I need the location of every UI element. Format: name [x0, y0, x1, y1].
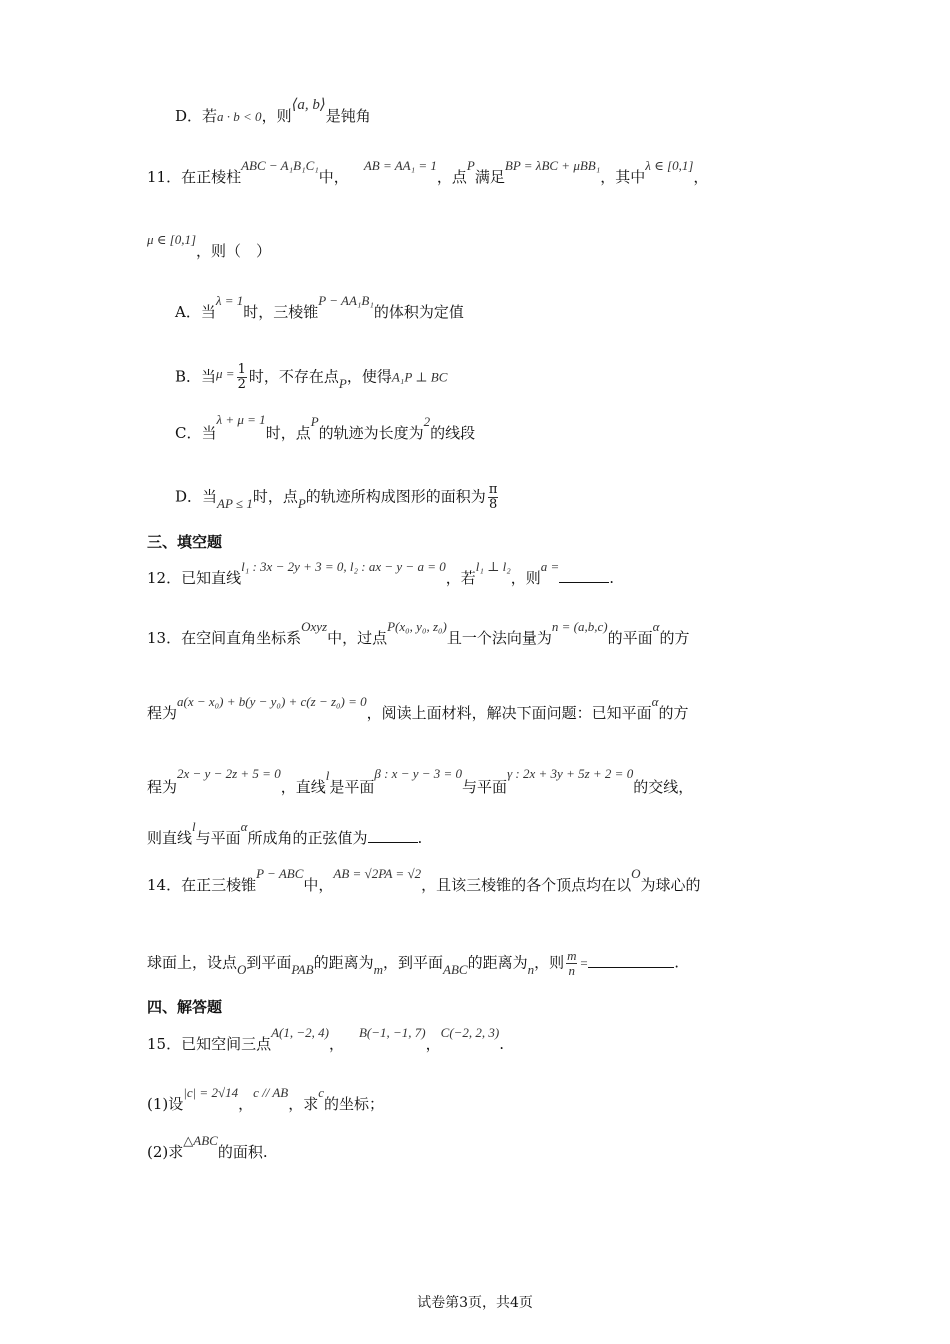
q14-line1 — [147, 866, 701, 896]
text: 的轨迹所构成图形的面积为 — [305, 487, 486, 506]
math: n = (a,b,c) — [551, 619, 608, 634]
fraction-denominator: 2 — [237, 377, 246, 392]
math: λ ∈ [0,1] — [645, 158, 694, 173]
math: P — [466, 158, 475, 173]
text: ，直线 — [280, 778, 326, 796]
math: c // AB — [253, 1085, 289, 1100]
math: μ ∈ [0,1] — [147, 232, 197, 247]
math: P − AA₁B₁ — [318, 293, 374, 308]
math: AB = AA₁ = 1 — [363, 158, 437, 173]
text: 为球心的 — [640, 876, 701, 894]
text: 的距离为 — [467, 953, 528, 972]
text: ，则 — [261, 107, 292, 125]
math: Oxyz — [301, 619, 328, 634]
math: C(−2, 2, 3) — [440, 1025, 500, 1040]
fraction — [566, 949, 577, 978]
math: PAB — [291, 961, 314, 977]
math: μ = — [216, 365, 235, 381]
text: . — [609, 569, 615, 587]
text: 则直线 — [147, 829, 193, 847]
math: P — [338, 375, 347, 391]
text: 12．已知直线 — [147, 569, 242, 587]
math: λ = 1 — [215, 293, 244, 308]
text: D．若 — [175, 107, 218, 125]
text: ，则（ ） — [196, 242, 272, 260]
math: P — [297, 495, 306, 511]
math: P — [310, 414, 319, 429]
math: 2 — [423, 414, 431, 429]
text: ， — [328, 1035, 344, 1053]
math: a = — [540, 559, 560, 574]
math: O — [237, 961, 247, 977]
fraction-numerator: m — [567, 948, 577, 963]
text: C．当 — [175, 424, 217, 442]
math: α — [652, 619, 660, 634]
math: n — [527, 961, 535, 977]
math: ABC — [443, 961, 468, 977]
page-footer: 试卷第3页，共4页 — [417, 1295, 533, 1311]
text: ，若 — [445, 569, 476, 587]
q11-option-b — [175, 363, 447, 392]
text: ， — [693, 168, 709, 186]
answer-blank — [368, 828, 418, 843]
text: 的距离为 — [313, 953, 374, 972]
text: 的体积为定值 — [373, 303, 464, 321]
text: (2)求 — [147, 1143, 184, 1161]
math: a · b < 0 — [217, 109, 262, 124]
math: B(−1, −1, 7) — [358, 1025, 426, 1040]
math: ABC − A₁B₁C₁ — [241, 158, 319, 173]
fraction-denominator: 8 — [488, 497, 498, 512]
math: l₁ ⊥ l₂ — [475, 559, 511, 574]
math: α — [651, 694, 659, 709]
text: 中， — [318, 168, 349, 186]
math: l₁ : 3x − 2y + 3 = 0, l₂ : ax − y − a = 0 — [241, 559, 446, 574]
q14-line2 — [147, 949, 679, 978]
text: ，点 — [436, 168, 467, 186]
text: 中，过点 — [327, 629, 388, 647]
math: l — [192, 819, 196, 834]
text: ，其中 — [600, 168, 646, 186]
text: 14．在正三棱锥 — [147, 876, 257, 894]
math: γ : 2x + 3y + 5z + 2 = 0 — [507, 766, 634, 781]
math: A₁P ⊥ BC — [391, 369, 448, 385]
math: P(x₀, y₀, z₀) — [387, 619, 447, 634]
text: . — [499, 1035, 505, 1053]
math: AP ≤ 1 — [217, 495, 253, 511]
answer-blank — [559, 568, 609, 583]
text: 与平面 — [462, 778, 508, 796]
section-heading-solutions: 四、解答题 — [147, 998, 223, 1016]
text: 球面上，设点 — [147, 953, 238, 972]
math: β : x − y − 3 = 0 — [374, 766, 463, 781]
text: ，则 — [534, 953, 565, 972]
q13-line4 — [147, 819, 423, 849]
text: 满足 — [474, 168, 505, 186]
text: . — [674, 953, 680, 972]
text: 程为 — [147, 778, 178, 796]
math: AB = √2PA = √2 — [333, 866, 422, 881]
q11-stem-line1 — [147, 158, 709, 188]
q11-option-c — [175, 412, 476, 444]
text: 时，不存在点 — [248, 367, 339, 386]
q11-stem-line2 — [147, 232, 272, 262]
text: B．当 — [175, 367, 217, 386]
text: ，使得 — [346, 367, 392, 386]
math: λ + μ = 1 — [216, 412, 266, 427]
q13-line2 — [147, 694, 689, 724]
text: 的交线， — [633, 778, 694, 796]
math: △ABC — [183, 1133, 218, 1148]
text: 的坐标； — [324, 1095, 385, 1113]
q15-stem — [147, 1025, 505, 1055]
q11-option-a — [175, 293, 464, 323]
fraction — [488, 483, 499, 512]
text: 是平面 — [329, 778, 375, 796]
text: 的方 — [658, 704, 689, 722]
math: a(x − x₀) + b(y − y₀) + c(z − z₀) = 0 — [177, 694, 367, 709]
q11-option-d — [175, 483, 500, 512]
math: m — [373, 961, 383, 977]
text: ，求 — [288, 1095, 319, 1113]
text: 与平面 — [195, 829, 241, 847]
fraction-numerator: π — [488, 482, 498, 497]
text: 到平面 — [246, 953, 292, 972]
text: 的平面 — [607, 629, 653, 647]
text: ， — [425, 1035, 441, 1053]
text: 时，三棱锥 — [243, 303, 319, 321]
math: A(1, −2, 4) — [271, 1025, 329, 1040]
q13-line3 — [147, 766, 694, 798]
text: ，且该三棱锥的各个顶点均在以 — [421, 876, 632, 894]
text: 的方 — [659, 629, 690, 647]
text: ，到平面 — [382, 953, 443, 972]
text: 的线段 — [430, 424, 476, 442]
math: BP = λBC + μBB₁ — [504, 158, 601, 173]
text: ，则 — [510, 569, 541, 587]
section-heading-fill-in: 三、填空题 — [147, 533, 223, 551]
text: 13．在空间直角坐标系 — [147, 629, 302, 647]
math: l — [325, 768, 330, 783]
math: α — [240, 819, 248, 834]
q10-option-d — [175, 97, 371, 127]
text: 的轨迹为长度为 — [318, 424, 424, 442]
math: = — [579, 955, 589, 971]
math: ⟨a, b⟩ — [291, 97, 326, 113]
text: 是钝角 — [325, 107, 371, 125]
text: 所成角的正弦值为 — [247, 829, 368, 847]
fraction — [237, 363, 247, 392]
q15-part1 — [147, 1085, 385, 1115]
text: A．当 — [175, 303, 216, 321]
text: 15．已知空间三点 — [147, 1035, 272, 1053]
math: 2x − y − 2z + 5 = 0 — [177, 766, 281, 781]
answer-blank — [588, 953, 674, 968]
text: ，阅读上面材料，解决下面问题：已知平面 — [366, 704, 652, 722]
math: |c| = 2√14 — [183, 1085, 239, 1100]
text: 时，点 — [265, 424, 311, 442]
q13-line1 — [147, 619, 690, 649]
text: (1)设 — [147, 1095, 184, 1113]
text: ， — [238, 1095, 254, 1113]
text: 程为 — [147, 704, 178, 722]
math: O — [631, 866, 641, 881]
text: 时，点 — [252, 487, 298, 506]
text: . — [417, 829, 423, 847]
fraction-numerator: 1 — [237, 362, 246, 377]
q12-stem — [147, 559, 615, 589]
text: D．当 — [175, 487, 218, 506]
fraction-denominator: n — [568, 963, 576, 978]
text: 的面积. — [217, 1143, 268, 1161]
text: 中， — [303, 876, 334, 894]
math: c — [318, 1085, 325, 1100]
q15-part2 — [147, 1133, 268, 1163]
math: P − ABC — [256, 866, 304, 881]
text: 且一个法向量为 — [446, 629, 552, 647]
text: 11．在正棱柱 — [147, 168, 242, 186]
